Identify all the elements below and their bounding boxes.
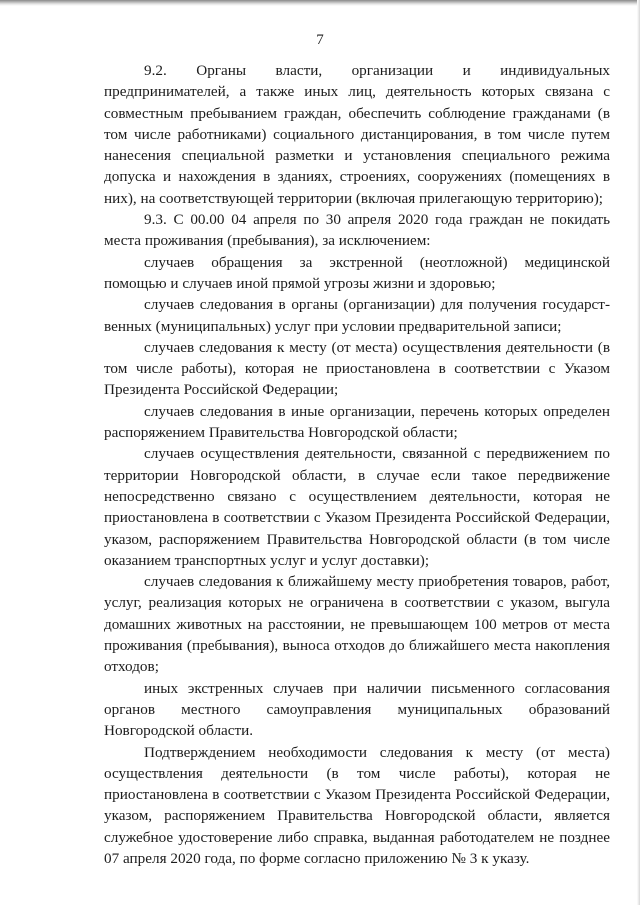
exception-other-organizations: случаев следования в иные организации, перечень которых определен распоряжением Правительства Новгородской области; [104, 402, 610, 442]
paragraph-9-3: 9.3. С 00.00 04 апреля по 30 апреля 2020 года граждан не покидать места проживания (пребывания), за исключением: [104, 211, 610, 250]
paragraph-9-2: 9.2. Органы власти, организации и индивидуальных предпринимателей, а также иных лиц, деятельность которых связана с совместным пребыванием граждан, обеспечить соблюдение гражданами (в том числе работниками) социального дистанцирования, в том числе путем нанесения специальной разметки и установления специального режима допуска и нахождения в зданиях, строениях, сооружениях (помещениях в них), на соответствующей территории (включая прилегающую территорию); [104, 62, 610, 207]
exception-travel-activity: случаев осуществления деятельности, связанной с передвижением по территории Новгородской области, в случае если такое передвижение непосредственно связано с осуществлением деятельности, которая не приостановлена в соответствии с Указом Президента Российской Федерации, указом, распоряжением Правительства Новгородской области (в том числе оказанием транспортных услуг и услуг доставки); [104, 445, 610, 569]
exception-public-services: случаев следования в органы (организации) для получения государственных (муниципальных) услуг при условии предварительной записи; [104, 296, 610, 335]
exception-shopping-pets-waste: случаев следования к ближайшему месту приобретения товаров, работ, услуг, реализация которых не ограничена в соответствии с указом, выгула домашних животных на расстоянии, не превышающем 100 метров от места проживания (пребывания), выноса отходов до ближайшего места накопления отходов; [104, 573, 610, 676]
page-number: 7 [316, 32, 324, 48]
exception-work: случаев следования к месту (от места) осуществления деятельности (в том числе работы), которая не приостановлена в соответствии с Указом Президента Российской Федерации; [104, 338, 610, 399]
paragraph-confirmation: Подтверждением необходимости следования к месту (от места) осуществления деятельности (в том числе работы), которая не приостановлена в соответствии с Указом Президента Российской Федерации, указом, распоряжением Правительства Новгородской области, является служебное удостоверение либо справка, выданная работодателем не позднее 07 апреля 2020 года, по форме согласно приложению № 3 к указу. [104, 743, 610, 867]
exception-medical: случаев обращения за экстренной (неотложной) медицинской помощью и случаев иной прямой угрозы жизни и здоровью; [104, 253, 610, 292]
document-body [104, 60, 610, 869]
scan-edge-top [0, 0, 640, 6]
exception-emergency: иных экстренных случаев при наличии письменного согласования органов местного самоуправления муниципальных образований Новгородской области. [104, 679, 610, 740]
